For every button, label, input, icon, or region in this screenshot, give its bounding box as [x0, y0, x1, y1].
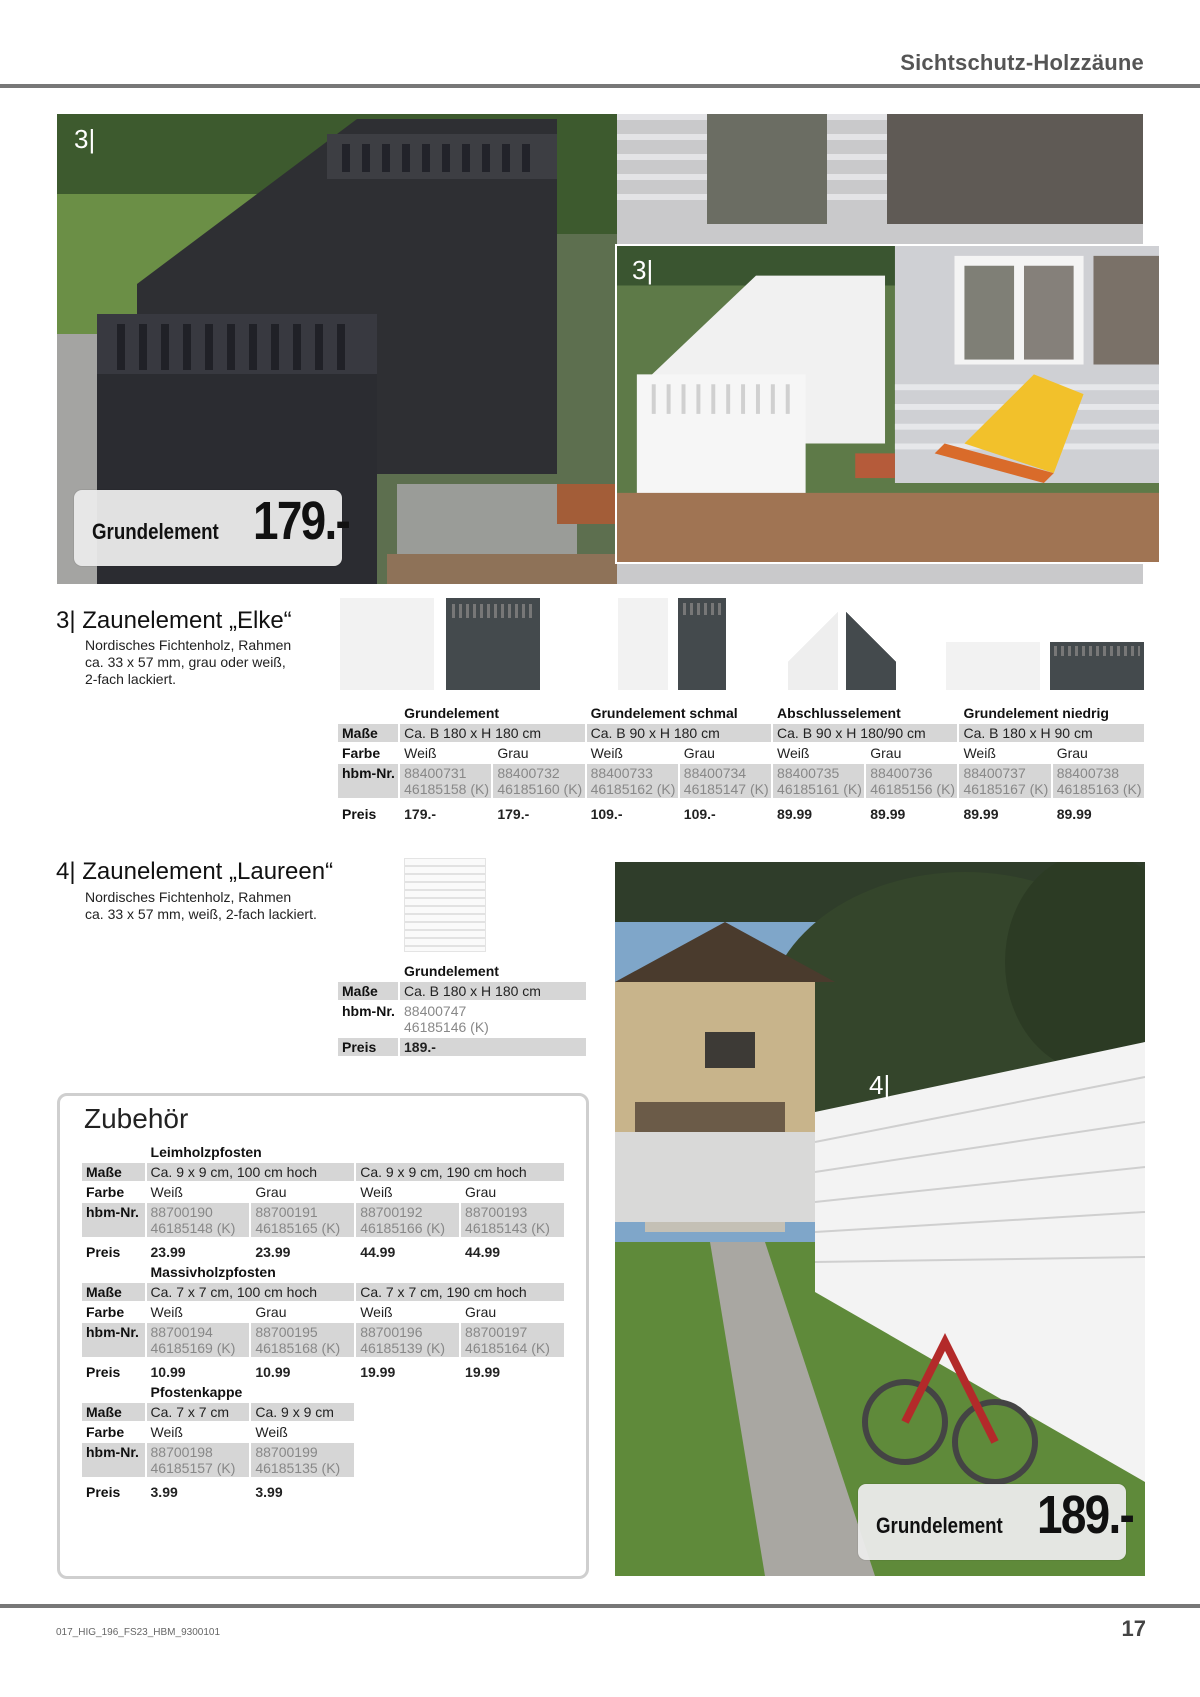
group-abschluss: Abschlusselement — [777, 705, 901, 721]
hbm-nr-k: 46185157 (K) — [150, 1460, 236, 1476]
hbm-nr: 88700199 — [255, 1444, 318, 1460]
hbm-cell — [356, 1323, 459, 1357]
hbm-cell — [147, 1203, 250, 1237]
price-badge-label: Grundelement — [92, 519, 219, 544]
elke-spec-table — [336, 702, 1146, 825]
hbm-nr: 88700198 — [150, 1444, 213, 1460]
hbm-nr-k: 46185161 (K) — [777, 781, 862, 797]
hbm-nr: 88400733 — [590, 765, 653, 781]
farbe-cell: Grau — [1056, 745, 1088, 761]
hbm-nr: 88400731 — [404, 765, 467, 781]
hbm-nr: 88700195 — [255, 1324, 318, 1340]
header-divider — [0, 84, 1200, 88]
elke-description — [85, 637, 291, 688]
row-label-farbe: Farbe — [342, 745, 381, 761]
footer-code: 017_HIG_196_FS23_HBM_9300101 — [56, 1627, 221, 1638]
hbm-nr: 88400736 — [870, 765, 933, 781]
price-cell: 179.- — [497, 806, 530, 822]
hbm-nr-k: 46185139 (K) — [360, 1340, 446, 1356]
hbm-cell — [400, 1002, 586, 1036]
farbe-cell: Grau — [497, 745, 529, 761]
thumb-schmal-grau — [678, 598, 726, 690]
farbe-cell: Weiß — [590, 745, 623, 761]
hbm-nr: 88700193 — [465, 1204, 528, 1220]
price-badge-value: 179.- — [253, 491, 350, 551]
hbm-cell — [587, 764, 678, 798]
row-label-preis: Preis — [86, 1484, 121, 1500]
leimholz-title: Leimholzpfosten — [150, 1144, 262, 1160]
hbm-cell — [356, 1203, 459, 1237]
farbe-cell: Grau — [465, 1184, 497, 1200]
hbm-cell — [1053, 764, 1144, 798]
laureen-photo — [615, 862, 1145, 1576]
row-label-masse: Maße — [82, 1283, 145, 1301]
row-label-masse: Maße — [82, 1163, 145, 1181]
elke-heading: 3| Zaunelement „Elke“ — [56, 607, 292, 634]
laureen-heading: 4| Zaunelement „Laureen“ — [56, 858, 334, 885]
farbe-cell: Weiß — [404, 745, 437, 761]
masse-cell: Ca. 7 x 7 cm, 190 cm hoch — [356, 1283, 564, 1301]
thumb-grundelement-grau — [446, 598, 540, 690]
row-label-farbe: Farbe — [86, 1424, 125, 1440]
hbm-nr: 88400737 — [963, 765, 1026, 781]
thumb-schmal-weiss — [618, 598, 668, 690]
price-cell: 3.99 — [150, 1484, 178, 1500]
price-cell: 89.99 — [1056, 806, 1092, 822]
farbe-cell: Weiß — [360, 1304, 393, 1320]
price-cell: 19.99 — [360, 1364, 396, 1380]
group-grundelement: Grundelement — [404, 705, 500, 721]
price-badge-label: Grundelement — [876, 1513, 1003, 1538]
masse-cell: Ca. 7 x 7 cm, 100 cm hoch — [147, 1283, 355, 1301]
masse-cell: Ca. 7 x 7 cm — [147, 1403, 250, 1421]
thumb-abschluss-weiss — [788, 598, 838, 690]
hbm-nr-k: 46185163 (K) — [1056, 781, 1142, 797]
elke-desc-line: 2-fach lackiert. — [85, 671, 177, 687]
farbe-cell: Grau — [255, 1304, 287, 1320]
thumb-grundelement-weiss — [340, 598, 434, 690]
hbm-nr-k: 46185146 (K) — [404, 1019, 489, 1035]
hbm-cell — [251, 1323, 354, 1357]
row-label-preis: Preis — [338, 1038, 398, 1056]
price-badge-laureen — [858, 1484, 1134, 1560]
row-label-farbe: Farbe — [86, 1304, 125, 1320]
hbm-nr-k: 46185164 (K) — [465, 1340, 550, 1356]
farbe-cell: Grau — [255, 1184, 287, 1200]
price-cell: 179.- — [404, 806, 437, 822]
laureen-desc-line: ca. 33 x 57 mm, weiß, 2-fach lackiert. — [85, 906, 317, 922]
farbe-cell: Weiß — [963, 745, 996, 761]
hbm-cell — [959, 764, 1050, 798]
farbe-cell: Grau — [465, 1304, 497, 1320]
price-cell: 10.99 — [255, 1364, 291, 1380]
hbm-nr: 88700192 — [360, 1204, 423, 1220]
hbm-nr-k: 46185156 (K) — [870, 781, 956, 797]
section-tag-4: 4| — [869, 1070, 891, 1100]
massiv-title: Massivholzpfosten — [150, 1264, 276, 1280]
masse-cell: Ca. B 90 x H 180/90 cm — [773, 724, 957, 742]
row-label-preis: Preis — [86, 1244, 121, 1260]
price-cell: 109.- — [683, 806, 716, 822]
hbm-cell — [147, 1323, 250, 1357]
farbe-cell: Weiß — [360, 1184, 393, 1200]
price-cell: 89.99 — [777, 806, 813, 822]
farbe-cell: Weiß — [150, 1184, 183, 1200]
row-label-hbm: hbm-Nr. — [82, 1323, 145, 1357]
hbm-nr: 88700196 — [360, 1324, 423, 1340]
row-label-hbm: hbm-Nr. — [342, 1003, 395, 1019]
farbe-cell: Grau — [683, 745, 715, 761]
hbm-nr-k: 46185166 (K) — [360, 1220, 446, 1236]
hbm-cell — [866, 764, 957, 798]
farbe-cell: Weiß — [255, 1424, 288, 1440]
masse-cell: Ca. B 180 x H 90 cm — [959, 724, 1144, 742]
hbm-nr: 88700190 — [150, 1204, 213, 1220]
price-cell: 10.99 — [150, 1364, 186, 1380]
price-cell: 23.99 — [150, 1244, 186, 1260]
farbe-cell: Weiß — [150, 1304, 183, 1320]
hbm-cell — [251, 1203, 354, 1237]
farbe-cell: Grau — [870, 745, 902, 761]
price-badge-value: 189.- — [1037, 1485, 1134, 1545]
elke-desc-line: ca. 33 x 57 mm, grau oder weiß, — [85, 654, 286, 670]
row-label-hbm: hbm-Nr. — [82, 1443, 145, 1477]
hbm-cell — [773, 764, 864, 798]
price-cell: 89.99 — [963, 806, 999, 822]
hbm-nr: 88400732 — [497, 765, 560, 781]
row-label-farbe: Farbe — [86, 1184, 125, 1200]
row-label-masse: Maße — [338, 724, 398, 742]
hbm-cell — [461, 1323, 564, 1357]
hbm-nr: 88400738 — [1056, 765, 1119, 781]
hbm-nr-k: 46185165 (K) — [255, 1220, 341, 1236]
hbm-nr: 88700197 — [465, 1324, 528, 1340]
hbm-nr-k: 46185162 (K) — [590, 781, 676, 797]
hbm-nr-k: 46185167 (K) — [963, 781, 1049, 797]
hbm-nr-k: 46185168 (K) — [255, 1340, 341, 1356]
price-cell: 109.- — [590, 806, 623, 822]
page-number: 17 — [1121, 1616, 1146, 1641]
thumb-laureen — [404, 858, 486, 952]
hbm-nr: 88700194 — [150, 1324, 213, 1340]
price-cell: 189.- — [400, 1038, 586, 1056]
hbm-nr: 88400735 — [777, 765, 840, 781]
row-label-hbm: hbm-Nr. — [338, 764, 398, 798]
masse-cell: Ca. B 90 x H 180 cm — [587, 724, 771, 742]
row-label-hbm: hbm-Nr. — [82, 1203, 145, 1237]
laureen-spec-table — [336, 960, 588, 1058]
masse-cell: Ca. 9 x 9 cm — [251, 1403, 354, 1421]
hbm-nr-k: 46185135 (K) — [255, 1460, 341, 1476]
elke-white-inset-photo — [615, 244, 1161, 564]
zubehoer-title: Zubehör — [84, 1103, 189, 1134]
elke-desc-line: Nordisches Fichtenholz, Rahmen — [85, 637, 292, 653]
price-cell: 19.99 — [465, 1364, 501, 1380]
laureen-description — [85, 889, 317, 923]
section-tag-3: 3| — [74, 124, 96, 154]
hbm-nr: 88400734 — [683, 765, 747, 781]
price-cell: 89.99 — [870, 806, 906, 822]
hbm-nr: 88400747 — [404, 1003, 467, 1019]
price-cell: 44.99 — [360, 1244, 396, 1260]
masse-cell: Ca. B 180 x H 180 cm — [400, 982, 586, 1000]
masse-cell: Ca. B 180 x H 180 cm — [400, 724, 584, 742]
hbm-cell — [147, 1443, 250, 1477]
page-title: Sichtschutz-Holzzäune — [900, 50, 1144, 75]
price-cell: 3.99 — [255, 1484, 283, 1500]
hbm-cell — [493, 764, 584, 798]
group-schmal: Grundelement schmal — [590, 705, 738, 721]
row-label-masse: Maße — [82, 1403, 145, 1421]
hbm-cell — [251, 1443, 354, 1477]
kappe-title: Pfostenkappe — [150, 1384, 243, 1400]
hbm-nr: 88700191 — [255, 1204, 318, 1220]
row-label-masse: Maße — [338, 982, 398, 1000]
footer-divider — [0, 1604, 1200, 1608]
price-cell: 23.99 — [255, 1244, 291, 1260]
hbm-nr-k: 46185143 (K) — [465, 1220, 550, 1236]
hbm-nr-k: 46185158 (K) — [404, 781, 489, 797]
group-niedrig: Grundelement niedrig — [963, 705, 1109, 721]
row-label-preis: Preis — [86, 1364, 121, 1380]
zubehoer-table — [80, 1141, 566, 1503]
section-tag-3-inset: 3| — [632, 255, 654, 285]
row-label-preis: Preis — [342, 806, 377, 822]
hbm-cell — [461, 1203, 564, 1237]
hbm-nr-k: 46185160 (K) — [497, 781, 583, 797]
farbe-cell: Weiß — [150, 1424, 183, 1440]
laureen-desc-line: Nordisches Fichtenholz, Rahmen — [85, 889, 292, 905]
masse-cell: Ca. 9 x 9 cm, 190 cm hoch — [356, 1163, 564, 1181]
hbm-nr-k: 46185148 (K) — [150, 1220, 236, 1236]
thumb-niedrig-grau — [1050, 642, 1144, 690]
hbm-nr-k: 46185169 (K) — [150, 1340, 236, 1356]
thumb-niedrig-weiss — [946, 642, 1040, 690]
hbm-cell — [680, 764, 771, 798]
hbm-nr-k: 46185147 (K) — [683, 781, 769, 797]
hbm-cell — [400, 764, 491, 798]
price-badge-elke — [74, 490, 350, 566]
laureen-group: Grundelement — [404, 963, 499, 979]
price-cell: 44.99 — [465, 1244, 501, 1260]
thumb-abschluss-grau — [846, 598, 896, 690]
masse-cell: Ca. 9 x 9 cm, 100 cm hoch — [147, 1163, 355, 1181]
farbe-cell: Weiß — [777, 745, 810, 761]
